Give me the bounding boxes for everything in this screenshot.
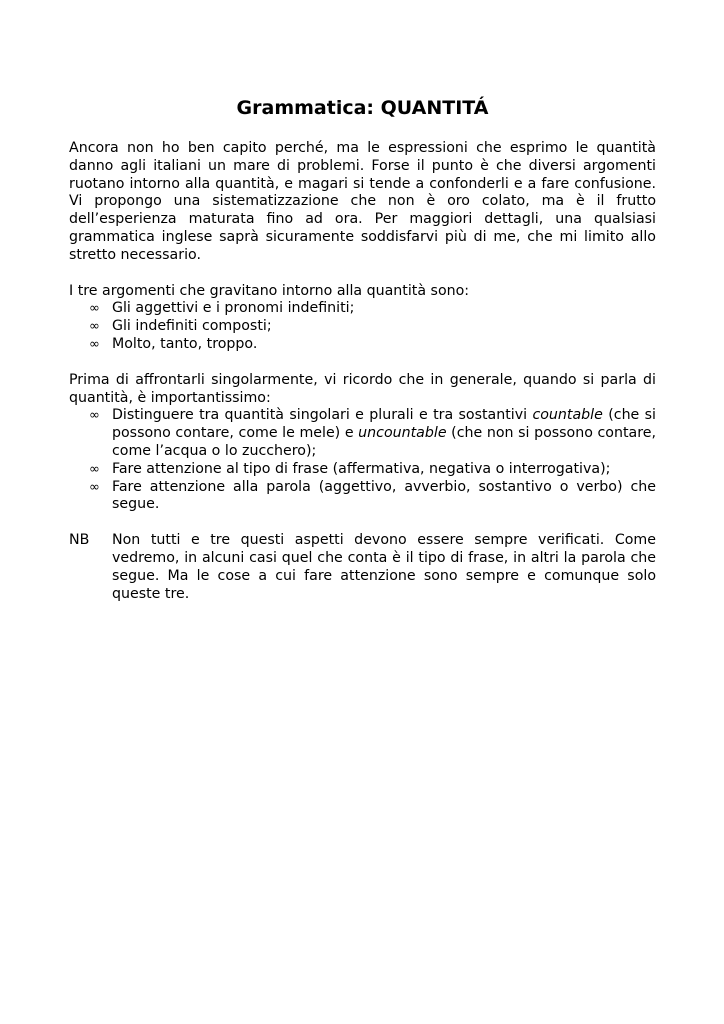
list-item-text: Gli aggettivi e i pronomi indefiniti; — [112, 300, 355, 317]
infinity-bullet-icon: ∞ — [89, 336, 100, 352]
list-item — [69, 336, 656, 354]
list-item — [69, 318, 656, 336]
list-item — [69, 407, 656, 460]
nota-bene — [69, 532, 656, 603]
infinity-bullet-icon: ∞ — [89, 301, 100, 317]
text-span: (che non si possono contare, come l’acqua o lo zucchero); — [112, 425, 656, 459]
topics-list — [69, 300, 656, 353]
list-item-text — [112, 407, 656, 459]
list-item-text: Gli indefiniti composti; — [112, 318, 272, 335]
reminders-list — [69, 407, 656, 514]
nb-text: Non tutti e tre questi aspetti devono essere sempre verificati. Come vedremo, in alcuni casi quel che conta è il tipo di frase, in altri la parola che segue. Ma le cose a cui fare attenzione sono sempre e comunque solo queste tre. — [112, 532, 656, 602]
uncountable-term: uncountable — [358, 425, 447, 442]
document-title: Grammatica: QUANTITÁ — [236, 97, 489, 119]
list-item — [69, 461, 656, 479]
list-item — [69, 300, 656, 318]
nb-label: NB — [69, 532, 90, 549]
reminder-intro: Prima di affrontarli singolarmente, vi ricordo che in generale, quando si parla di quantità, è importantissimo: — [69, 371, 656, 406]
paragraph-spacer — [69, 354, 656, 372]
text-span: Distinguere tra quantità singolari e plurali e tra sostantivi — [112, 407, 533, 424]
intro-paragraph: Ancora non ho ben capito perché, ma le espressioni che esprimo le quantità danno agli italiani un mare di problemi. Forse il punto è che diversi argomenti ruotano intorno alla quantità, e magari si tende a confonderli e a fare confusione. Vi propongo una sistematizzazione che non è oro colato, ma è il frutto dell’esperienza maturata fino ad ora. Per maggiori dettagli, una qualsiasi grammatica inglese saprà sicuramente soddisfarvi più di me, che mi limito allo stretto necessario. — [69, 140, 656, 263]
document-page — [69, 96, 656, 603]
paragraph-spacer — [69, 265, 656, 283]
list-item-text: Fare attenzione al tipo di frase (affermativa, negativa o interrogativa); — [112, 460, 611, 477]
list-item-text: Molto, tanto, troppo. — [112, 335, 258, 352]
paragraph-spacer — [69, 514, 656, 532]
list-item-text: Fare attenzione alla parola (aggettivo, avverbio, sostantivo o verbo) che segue. — [112, 478, 656, 513]
infinity-bullet-icon: ∞ — [89, 319, 100, 335]
infinity-bullet-icon: ∞ — [89, 461, 100, 477]
countable-term: countable — [532, 407, 603, 424]
infinity-bullet-icon: ∞ — [89, 408, 100, 424]
infinity-bullet-icon: ∞ — [89, 479, 100, 495]
list-item — [69, 479, 656, 515]
topics-intro: I tre argomenti che gravitano intorno alla quantità sono: — [69, 282, 470, 299]
text-span: (che si possono contare, come le mele) e — [112, 407, 656, 442]
